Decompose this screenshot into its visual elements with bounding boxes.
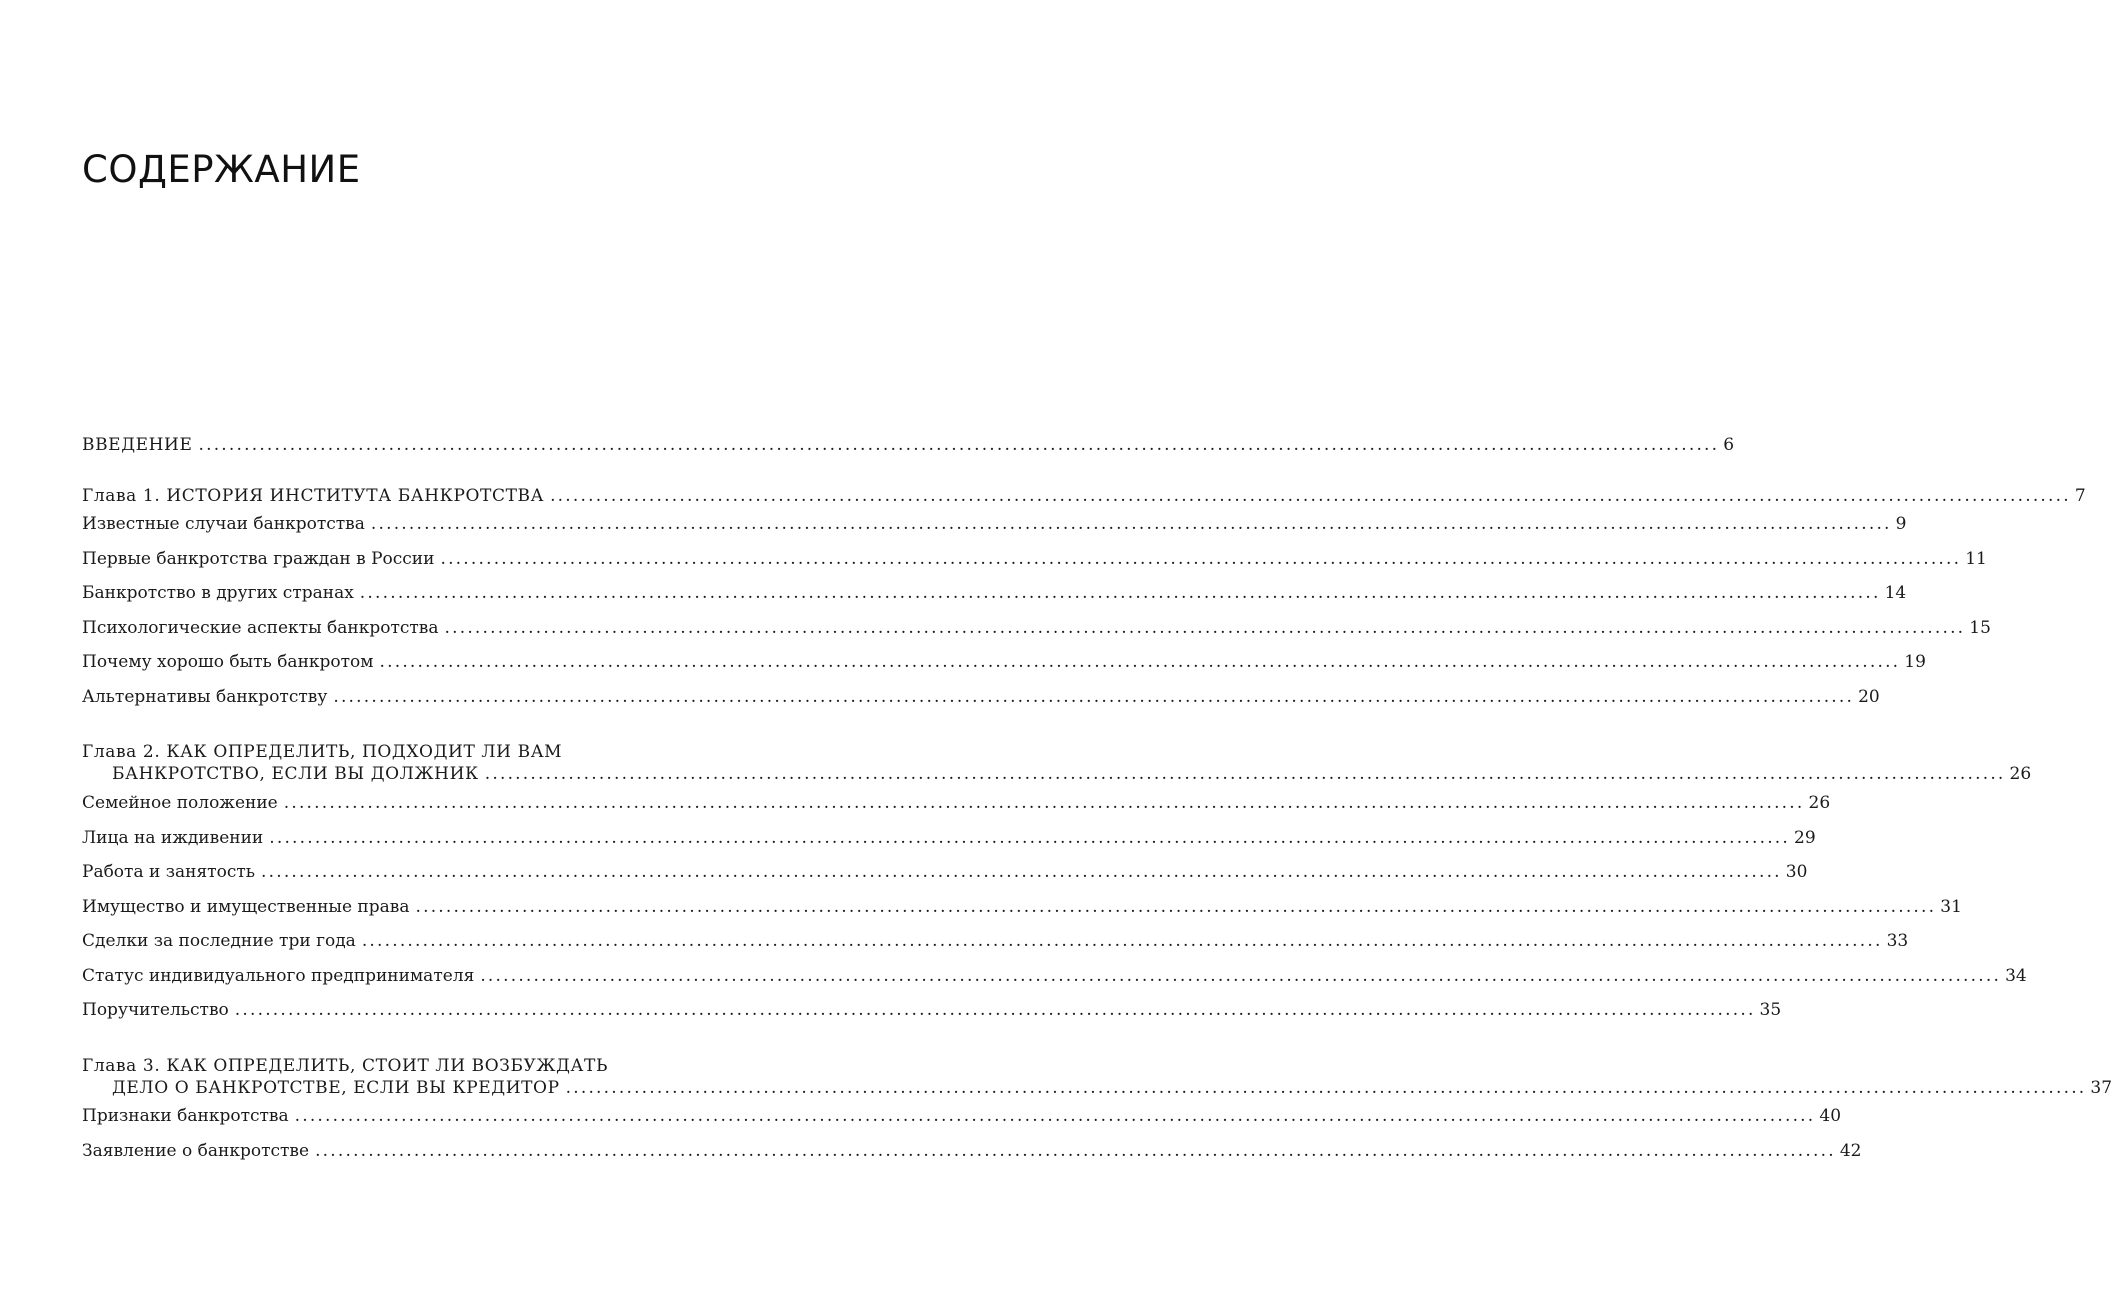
toc-chapter-1[interactable] [82,485,2086,507]
dot-leader: ........................................................................................................................................................................................................ [484,764,2006,784]
dot-leader: ........................................................................................................................................................................................................ [294,1106,1816,1126]
toc-entry-title: Известные случаи банкротства [82,514,365,534]
dot-leader: ........................................................................................................................................................................................................ [198,435,1720,455]
dot-leader: ........................................................................................................................................................................................................ [333,687,1855,707]
toc-entry-title: Психологические аспекты банкротства [82,618,439,638]
toc-chapter-3[interactable] [112,1077,2112,1099]
dot-leader: ........................................................................................................................................................................................................ [480,966,2002,986]
toc-entry-introduction[interactable] [82,434,1735,456]
toc-entry[interactable] [82,896,1962,918]
toc-page-number: 26 [2009,764,2032,784]
toc-page-number: 33 [1886,931,1909,951]
toc-page-number: 11 [1965,549,1987,569]
toc-entry[interactable] [82,548,1987,570]
toc-entry[interactable] [82,686,1880,708]
toc-entry[interactable] [82,513,1907,535]
toc-entry[interactable] [82,827,1816,849]
toc-page-number: 37 [2090,1078,2112,1098]
toc-entry[interactable] [82,861,1808,883]
toc-page-number: 42 [1839,1141,1862,1161]
toc-page-number: 6 [1723,435,1735,455]
toc-page-number: 7 [2074,486,2086,506]
toc-page-number: 20 [1858,687,1880,707]
dot-leader: ........................................................................................................................................................................................................ [261,862,1782,882]
toc-entry[interactable] [82,999,1782,1021]
toc-entry-title: Сделки за последние три года [82,931,356,951]
toc-chapter-title: Глава 1. ИСТОРИЯ ИНСТИТУТА БАНКРОТСТВА [82,486,545,506]
toc-page-number: 9 [1895,514,1907,534]
dot-leader: ........................................................................................................................................................................................................ [415,897,1937,917]
toc-page-number: 19 [1904,652,1926,672]
toc-chapter-2[interactable] [112,763,2032,785]
toc-chapter-2-title-line-1[interactable]: Глава 2. КАК ОПРЕДЕЛИТЬ, ПОДХОДИТ ЛИ ВАМ [82,742,563,762]
dot-leader: ........................................................................................................................................................................................................ [379,652,1901,672]
toc-entry[interactable] [82,930,1909,952]
toc-entry-title: Заявление о банкротстве [82,1141,310,1161]
toc-page-number: 15 [1969,618,1991,638]
page-title: СОДЕРЖАНИЕ [82,148,361,191]
toc-entry-title: Лица на иждивении [82,828,264,848]
toc-entry-title: ВВЕДЕНИЕ [82,435,193,455]
dot-leader: ........................................................................................................................................................................................................ [440,549,1962,569]
dot-leader: ........................................................................................................................................................................................................ [359,583,1881,603]
dot-leader: ........................................................................................................................................................................................................ [234,1000,1756,1020]
dot-leader: ........................................................................................................................................................................................................ [550,486,2071,506]
toc-entry[interactable] [82,617,1991,639]
toc-page-number: 34 [2005,966,2027,986]
toc-entry-title: Семейное положение [82,793,278,813]
dot-leader: ........................................................................................................................................................................................................ [370,514,1892,534]
toc-entry-title: Альтернативы банкротству [82,687,328,707]
toc-page-number: 40 [1819,1106,1842,1126]
dot-leader: ........................................................................................................................................................................................................ [269,828,1791,848]
toc-entry[interactable] [82,1105,1842,1127]
toc-entry-title: Статус индивидуального предпринимателя [82,966,475,986]
toc-entry-title: Поручительство [82,1000,229,1020]
toc-chapter-title: ДЕЛО О БАНКРОТСТВЕ, ЕСЛИ ВЫ КРЕДИТОР [112,1078,560,1098]
toc-page-number: 35 [1759,1000,1782,1020]
toc-entry-title: Работа и занятость [82,862,256,882]
toc-entry[interactable] [82,792,1831,814]
dot-leader: ........................................................................................................................................................................................................ [361,931,1883,951]
dot-leader: ........................................................................................................................................................................................................ [444,618,1966,638]
toc-entry-title: Почему хорошо быть банкротом [82,652,374,672]
toc-entry-title: Имущество и имущественные права [82,897,410,917]
toc-page-number: 26 [1808,793,1831,813]
toc-chapter-title: БАНКРОТСТВО, ЕСЛИ ВЫ ДОЛЖНИК [112,764,479,784]
dot-leader: ........................................................................................................................................................................................................ [283,793,1805,813]
toc-entry[interactable] [82,1140,1862,1162]
toc-page-number: 14 [1884,583,1907,603]
toc-entry[interactable] [82,582,1907,604]
toc-page-number: 31 [1940,897,1962,917]
toc-page-number: 30 [1785,862,1808,882]
dot-leader: ........................................................................................................................................................................................................ [315,1141,1836,1161]
toc-entry-title: Признаки банкротства [82,1106,289,1126]
toc-chapter-3-title-line-1[interactable]: Глава 3. КАК ОПРЕДЕЛИТЬ, СТОИТ ЛИ ВОЗБУЖДАТЬ [82,1056,609,1076]
toc-page-number: 29 [1794,828,1816,848]
dot-leader: ........................................................................................................................................................................................................ [565,1078,2087,1098]
toc-entry-title: Банкротство в других странах [82,583,354,603]
toc-entry[interactable] [82,965,2027,987]
toc-entry-title: Первые банкротства граждан в России [82,549,435,569]
toc-entry[interactable] [82,651,1926,673]
